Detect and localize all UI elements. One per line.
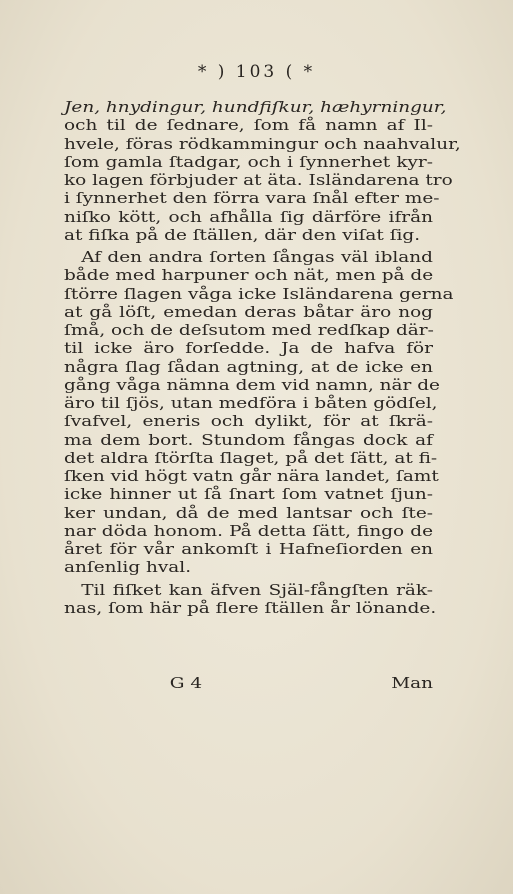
text-line: ſmå, och de deſsutom med redſkap där- xyxy=(64,321,434,339)
text-line: några ſlag ſådan agtning, at de icke en xyxy=(64,357,433,376)
text-line: det aldra ſtörſta ſlaget, på det ſätt, at fi- xyxy=(64,448,438,467)
text-line: at fiſka på de ſtällen, där den viſat ſig. xyxy=(64,225,421,244)
text-line: icke hinner ut ſå ſnart ſom vatnet ſjun- xyxy=(64,485,433,504)
text-line: at gå löſt, emedan deras båtar äro nog xyxy=(64,302,433,321)
catchword: Man xyxy=(391,674,433,692)
text-line: hvele, föras rödkammingur och naahvalur, xyxy=(64,134,461,153)
text-line: Af den andra ſorten ſångas väl ibland xyxy=(81,248,433,266)
text-line: och til de ſednare, ſom få namn af Il- xyxy=(64,116,433,135)
header-ornament-right: * xyxy=(303,62,316,82)
signature-mark: G 4 xyxy=(169,674,203,692)
text-line: gång våga nämna dem vid namn, när de xyxy=(64,375,440,394)
text-line: ſken vid högt vatn går nära landet, ſamt xyxy=(64,467,439,485)
text-line: nar döda honom. På detta ſätt, fingo de xyxy=(64,521,433,540)
header-bracket-left: ) xyxy=(217,62,228,82)
text-line: ſtörre ſlagen våga icke Isländarena gerna xyxy=(64,284,454,303)
text-line: ſom gamla ſtadgar, och i ſynnerhet kyr- xyxy=(64,152,433,171)
header-ornament-left: * xyxy=(197,62,210,82)
page-number: 103 xyxy=(235,62,278,82)
text-line: både med harpuner och nät, men på de xyxy=(64,266,434,285)
text-line: til icke äro forſedde. Ja de hafva för xyxy=(64,339,433,358)
page-footer xyxy=(64,674,433,692)
text-line: året för vår ankomſt i Hafneſiorden en xyxy=(64,540,433,558)
text-line: äro til ſjös, utan medföra i båten gödſel, xyxy=(64,394,438,412)
page-header xyxy=(0,62,513,82)
text-line: ma dem bort. Stundom fångas dock af xyxy=(64,430,433,449)
text-line: ker undan, då de med lantsar och ſte- xyxy=(64,503,433,522)
text-line: ko lagen förbjuder at äta. Isländarena tro xyxy=(64,171,453,189)
body-text xyxy=(64,98,461,617)
text-line: niſko kött, och afhålla ſig därföre ifrån xyxy=(64,207,433,226)
text-line: Til fiſket kan äfven Själ-fångſten räk- xyxy=(81,580,433,599)
text-line: Jen, hnydingur, hundfiſkur, hæhyrningur, xyxy=(64,98,447,116)
header-bracket-right: ( xyxy=(285,62,296,82)
text-line: nas, ſom här på flere ſtällen år lönande. xyxy=(64,598,437,617)
text-line: ſvafvel, eneris och dylikt, för at ſkrä- xyxy=(64,412,433,431)
text-line: i ſynnerhet den förra vara ſnål efter me- xyxy=(64,189,440,208)
text-line: anſenlig hval. xyxy=(64,558,192,577)
